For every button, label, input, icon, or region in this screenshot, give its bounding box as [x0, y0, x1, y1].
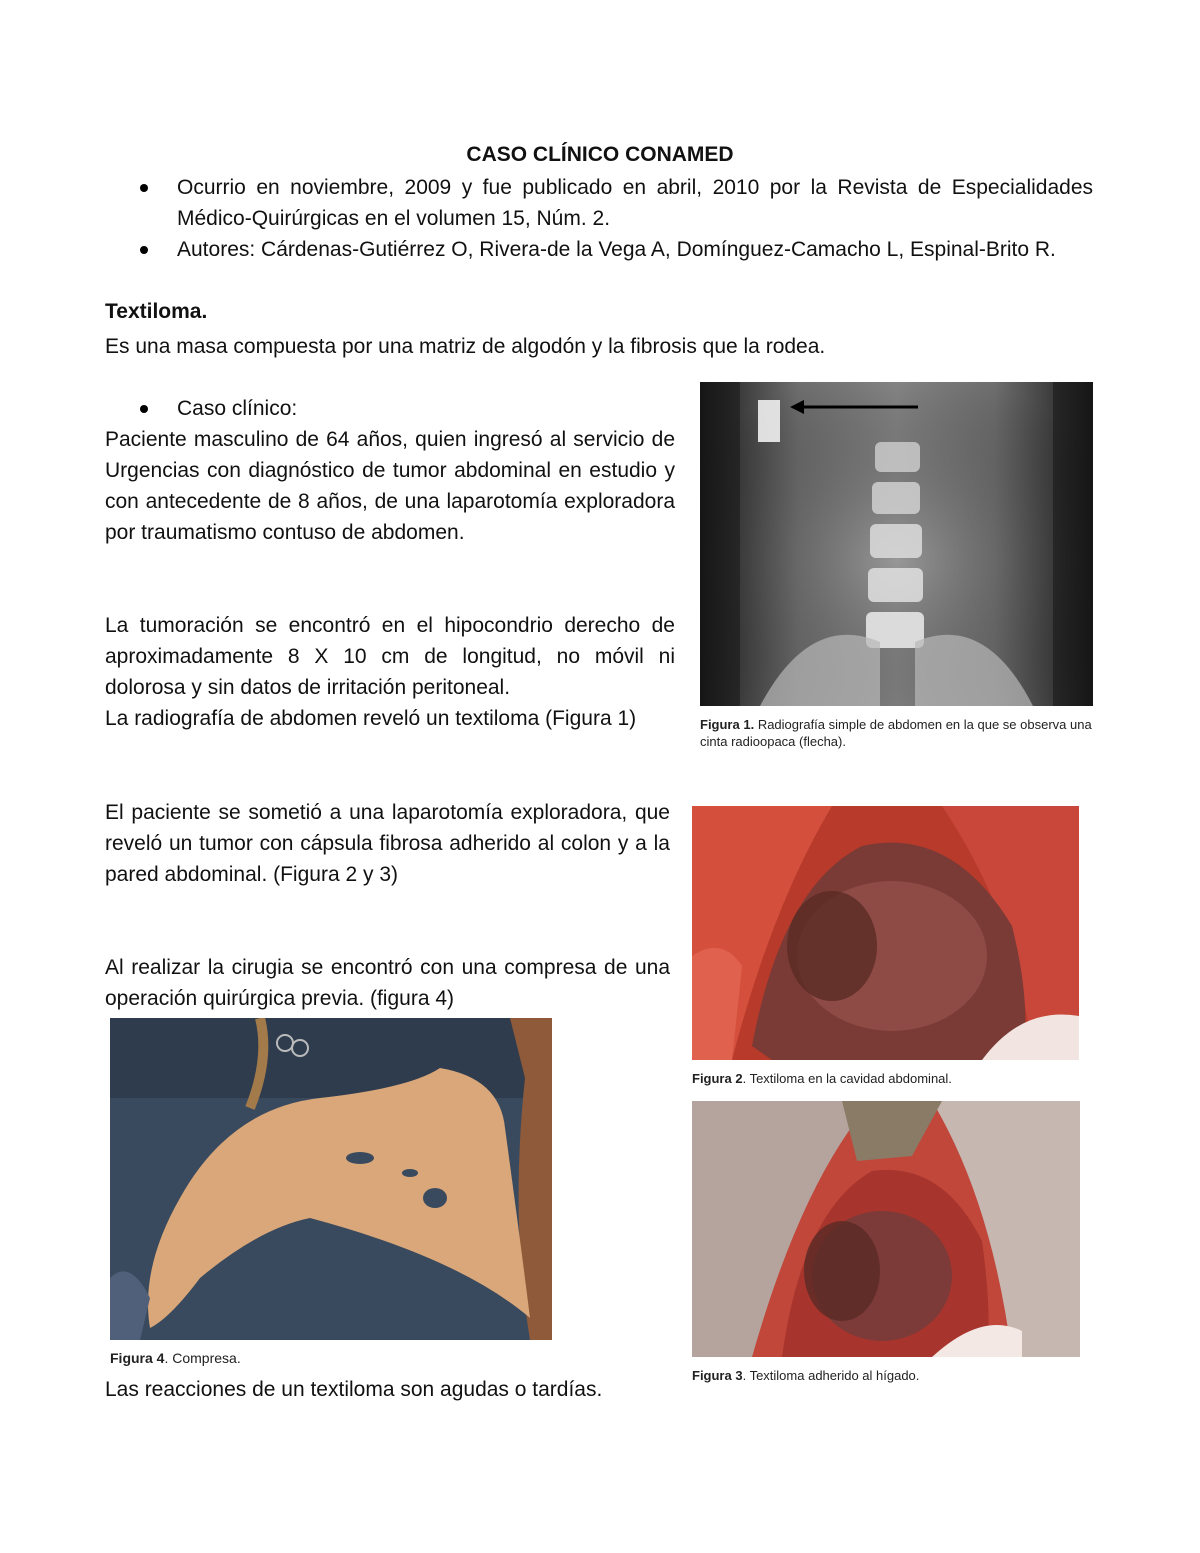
- figure-2-surgery-image: [692, 806, 1079, 1060]
- case-bullet: [140, 393, 640, 424]
- paragraph-reactions: Las reacciones de un textiloma son agudas o tardías.: [105, 1378, 603, 1401]
- figure-3-surgery-image: [692, 1101, 1080, 1357]
- bullet-dot-icon: [140, 405, 148, 413]
- definition-text: Es una masa compuesta por una matriz de algodón y la fibrosis que la rodea.: [105, 335, 826, 358]
- paragraph-tumor: La tumoración se encontró en el hipocondrio derecho de aproximadamente 8 X 10 cm de longitud, no móvil ni dolorosa y sin datos de irritación peritoneal.: [105, 614, 675, 699]
- figure-4-text: . Compresa.: [164, 1350, 241, 1366]
- figure-4-compress-image: [110, 1018, 552, 1340]
- figure-3-caption: [692, 1367, 1092, 1384]
- figure-2-caption: [692, 1070, 1092, 1087]
- figure-3-label: Figura 3: [692, 1368, 743, 1383]
- figure-1-label: Figura 1.: [700, 717, 755, 732]
- paragraph-patient: Paciente masculino de 64 años, quien ingresó al servicio de Urgencias con diagnóstico de tumor abdominal en estudio y con antecedente de 8 años, de una laparotomía exploradora por traumatismo contuso de abdomen.: [105, 428, 675, 544]
- figure-4-caption: [110, 1350, 510, 1367]
- figure-4-label: Figura 4: [110, 1350, 165, 1366]
- figure-3-text: . Textiloma adherido al hígado.: [742, 1368, 920, 1383]
- section-heading: Textiloma.: [105, 300, 208, 323]
- figure-1-text: Radiografía simple de abdomen en la que se observa una cinta radioopaca (flecha).: [700, 717, 1092, 749]
- paragraph-surgery: El paciente se sometió a una laparotomía exploradora, que reveló un tumor con cápsula fibrosa adherido al colon y a la pared abdominal. (Figura 2 y 3): [105, 801, 670, 886]
- figure-1-caption: [700, 716, 1100, 750]
- case-bullet-label: Caso clínico:: [177, 397, 298, 420]
- figure-2-label: Figura 2: [692, 1071, 743, 1086]
- bullet-publication: Ocurrio en noviembre, 2009 y fue publicado en abril, 2010 por la Revista de Especialidades Médico-Quirúrgicas en el volumen 15, Núm. 2.: [140, 172, 1093, 234]
- paragraph-xray: La radiografía de abdomen reveló un textiloma (Figura 1): [105, 707, 637, 730]
- publication-bullets: [140, 172, 1093, 265]
- bullet-authors: Autores: Cárdenas-Gutiérrez O, Rivera-de la Vega A, Domínguez-Camacho L, Espinal-Brito R.: [140, 234, 1093, 265]
- paragraph-compress: Al realizar la cirugia se encontró con una compresa de una operación quirúrgica previa. (figura 4): [105, 956, 670, 1010]
- figure-2-text: . Textiloma en la cavidad abdominal.: [742, 1071, 952, 1086]
- figure-1-xray-image: [700, 382, 1093, 706]
- page-title: CASO CLÍNICO CONAMED: [466, 143, 734, 166]
